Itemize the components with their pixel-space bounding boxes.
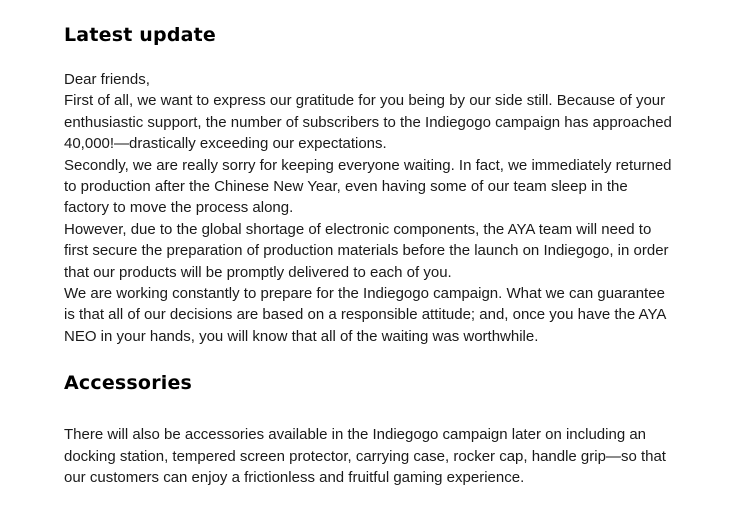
gratitude-paragraph: First of all, we want to express our gratitude for you being by our side still. Because of your enthusiastic support, the number of subscribers to the Indiegogo campaign has approached 40,000!—drastically exceeding our expectations. [64, 92, 672, 153]
accessories-section [64, 370, 674, 488]
greeting-paragraph: Dear friends, [64, 71, 150, 88]
accessories-paragraph: There will also be accessories available in the Indiegogo campaign later on including an docking station, tempered screen protector, carrying case, rocker cap, handle grip—so that our customers can enjoy a frictionless and fruitful gaming experience. [64, 426, 666, 487]
latest-update-section [64, 22, 674, 347]
campaign-preparation-paragraph: We are working constantly to prepare for the Indiegogo campaign. What we can guarantee is that all of our decisions are based on a responsible attitude; and, once you have the AYA NEO in your hands, you will know that all of the waiting was worthwhile. [64, 285, 666, 345]
accessories-heading: Accessories [64, 372, 193, 395]
component-shortage-paragraph: However, due to the global shortage of electronic components, the AYA team will need to first secure the preparation of production materials before the launch on Indiegogo, in order that our products will be promptly delivered to each of you. [64, 220, 669, 281]
article-content [64, 22, 674, 489]
latest-update-heading: Latest update [64, 24, 217, 46]
apology-paragraph: Secondly, we are really sorry for keeping everyone waiting. In fact, we immediately returned to production after the Chinese New Year, even having some of our team sleep in the factory to move the process along. [64, 156, 672, 217]
